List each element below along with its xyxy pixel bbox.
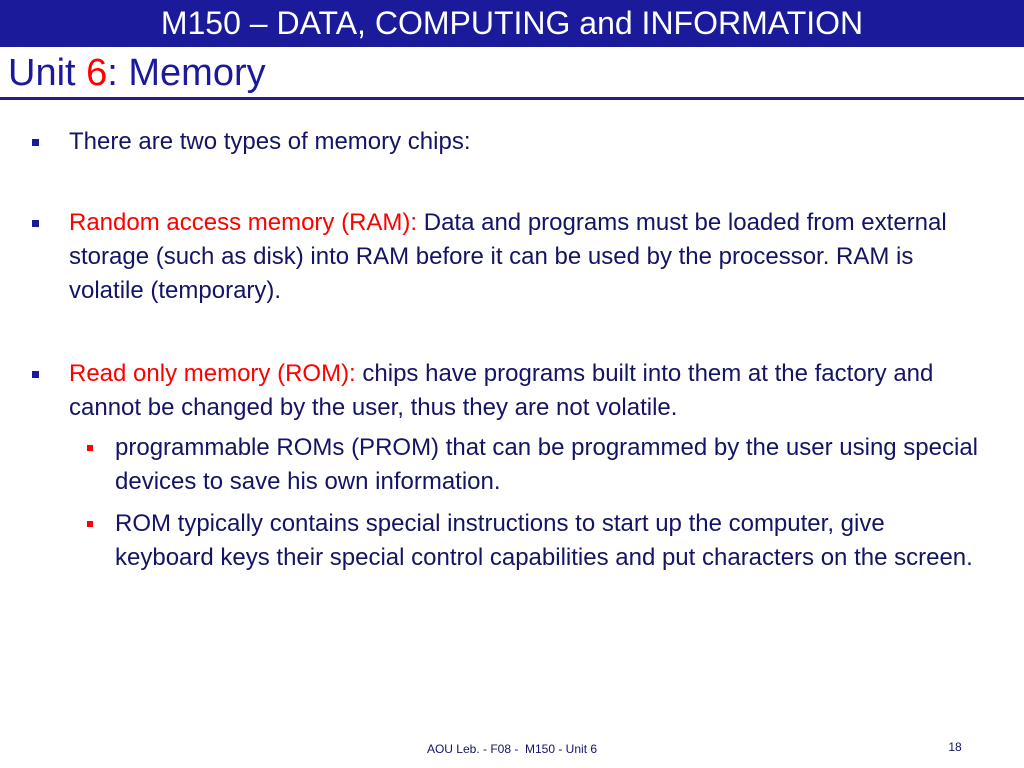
sub-bullet-text: ROM typically contains special instructions to start up the computer, give keyboard keys their special control capabilities and put characters on the screen. [115, 510, 973, 571]
sub-bullet-item-prom [115, 431, 985, 499]
square-bullet-icon [32, 139, 39, 146]
slide-title [8, 51, 266, 95]
title-underline [0, 97, 1024, 100]
page-number: 18 [948, 740, 962, 754]
bullet-item-rom [69, 357, 979, 425]
course-title: M150 – DATA, COMPUTING and INFORMATION [160, 5, 864, 41]
bullet-term-ram: Random access memory (RAM): [69, 209, 418, 236]
slide-footer: AOU Leb. - F08 - M150 - Unit 6 [426, 742, 598, 756]
sub-bullet-text: programmable ROMs (PROM) that can be programmed by the user using special devices to save his own information. [115, 434, 979, 495]
bullet-text: Data and programs must be loaded from external storage (such as disk) into RAM before it can be used by the processor. RAM is volatile (temporary). [69, 209, 947, 304]
bullet-item-memory-types [69, 125, 979, 159]
square-sub-bullet-icon [87, 521, 93, 527]
slide-title-prefix: Unit [8, 52, 87, 94]
square-sub-bullet-icon [87, 445, 93, 451]
sub-bullet-item-rom-instructions [115, 507, 985, 575]
slide-title-suffix: : Memory [107, 52, 266, 94]
bullet-item-ram [69, 206, 979, 308]
bullet-text: There are two types of memory chips: [69, 128, 471, 155]
square-bullet-icon [32, 220, 39, 227]
slide-title-number: 6 [86, 52, 108, 94]
bullet-term-rom: Read only memory (ROM): [69, 360, 356, 387]
course-header-bar [0, 0, 1024, 47]
bullet-text: chips have programs built into them at the factory and cannot be changed by the user, thus they are not volatile. [69, 360, 934, 421]
square-bullet-icon [32, 371, 39, 378]
